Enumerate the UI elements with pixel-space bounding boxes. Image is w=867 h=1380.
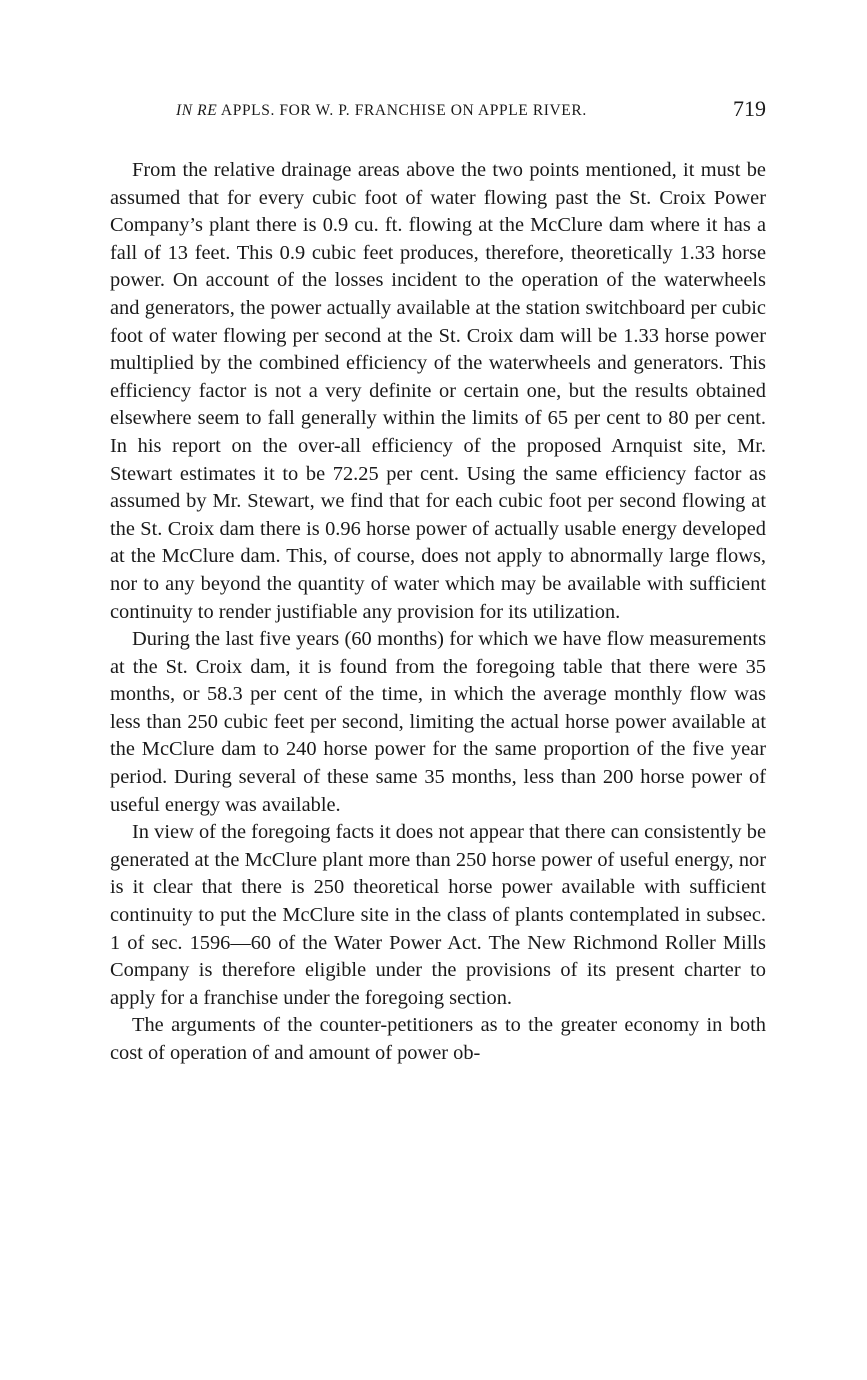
running-head	[108, 96, 768, 126]
page-number: 719	[733, 96, 766, 121]
running-head-title	[176, 102, 587, 120]
paragraph-efficiency-analysis: From the relative drainage areas above the two points mentioned, it must be assumed that for every cubic foot of water flowing past the St. Croix Power Company’s plant there is 0.9 cu. ft. flowing at the McClure dam where it has a fall of 13 feet. This 0.9 cubic feet produces, therefore, theoretically 1.33 horse power. On account of the losses incident to the operation of the waterwheels and generators, the power actually available at the station switchboard per cubic foot of water flowing per second at the St. Croix dam will be 1.33 horse power multiplied by the combined efficiency of the waterwheels and generators. This efficiency factor is not a very definite or certain one, but the results obtained elsewhere seem to fall generally within the limits of 65 per cent to 80 per cent. In his report on the over-all efficiency of the proposed Arnquist site, Mr. Stewart estimates it to be 72.25 per cent. Using the same efficiency factor as assumed by Mr. Stewart, we find that for each cubic foot per second flowing at the St. Croix dam there is 0.96 horse power of actually usable energy developed at the McClure dam. This, of course, does not apply to abnormally large flows, nor to any beyond the quantity of water which may be available with sufficient continuity to render justifiable any provision for its utilization.	[110, 159, 766, 623]
running-head-italic-prefix: IN RE	[176, 102, 218, 119]
paragraph-eligibility-conclusion: In view of the foregoing facts it does not appear that there can consistently be generated at the McClure plant more than 250 horse power of useful energy, nor is it clear that there is 250 theoretical horse power available with sufficient continuity to put the McClure site in the class of plants contemplated in subsec. 1 of sec. 1596—60 of the Water Power Act. The New Richmond Roller Mills Company is therefore eligible under the provisions of its present charter to apply for a franchise under the foregoing section.	[110, 821, 766, 1009]
body-text	[110, 157, 766, 1068]
running-head-title-rest: APPLS. FOR W. P. FRANCHISE ON APPLE RIVER.	[217, 102, 587, 119]
paragraph-counter-petitioners: The arguments of the counter-petitioners as to the greater economy in both cost of operation of and amount of power ob-	[110, 1014, 766, 1064]
paragraph-flow-measurements: During the last five years (60 months) for which we have flow measurements at the St. Croix dam, it is found from the foregoing table that there were 35 months, or 58.3 per cent of the time, in which the average monthly flow was less than 250 cubic feet per second, limiting the actual horse power available at the McClure dam to 240 horse power for the same proportion of the five year period. During several of these same 35 months, less than 200 horse power of useful energy was available.	[110, 628, 766, 816]
